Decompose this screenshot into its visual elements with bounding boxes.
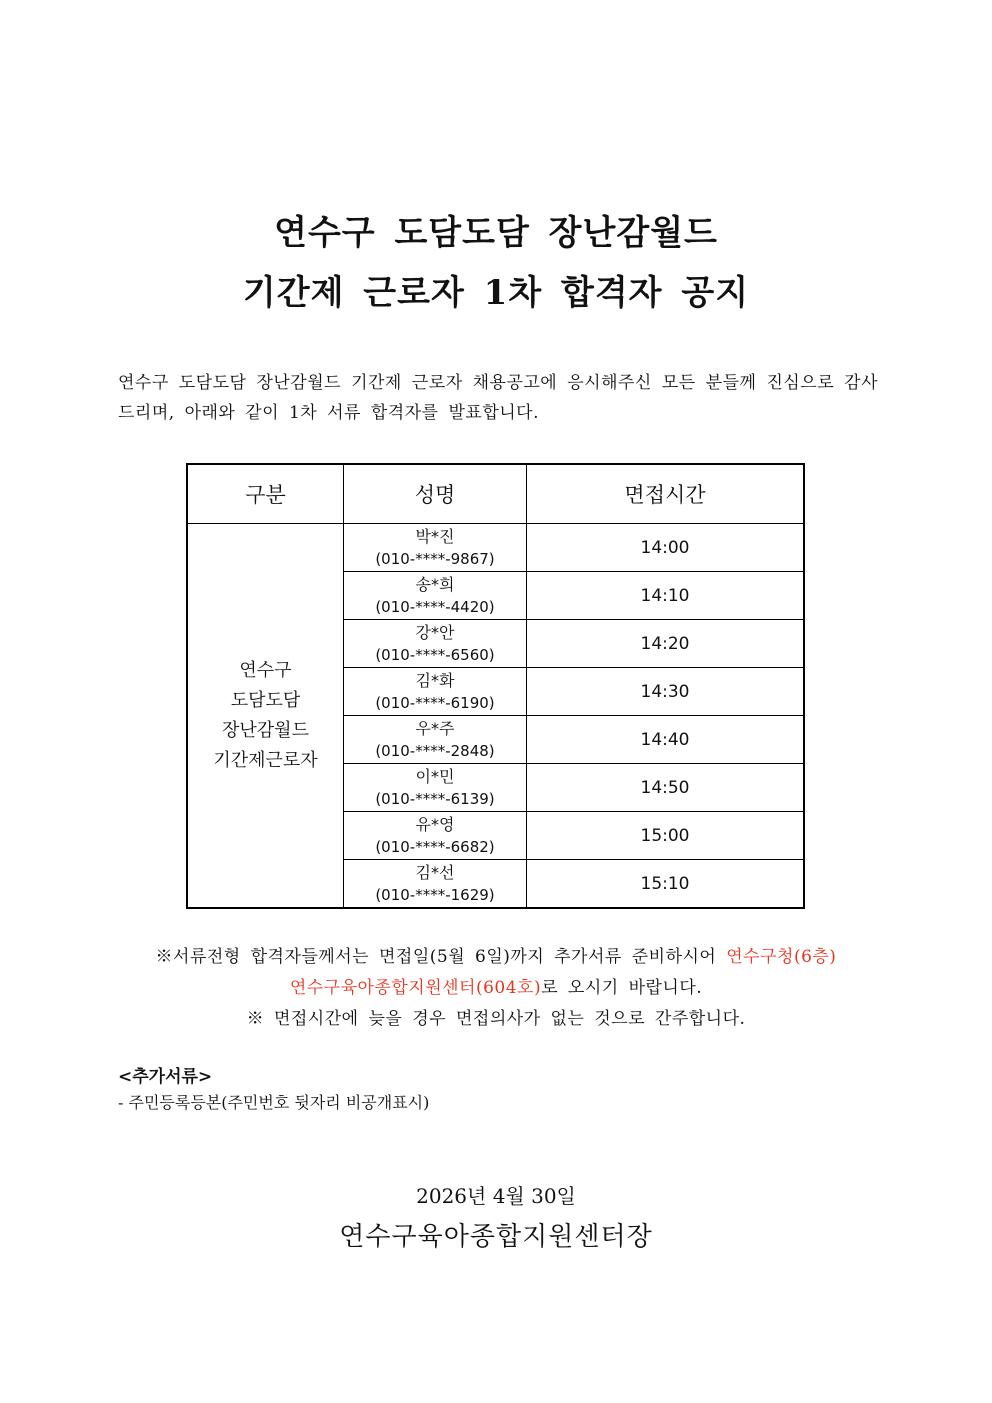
interview-time: 14:50 <box>527 764 805 812</box>
category-line: 연수구 <box>239 659 292 681</box>
applicant-name-cell <box>344 716 527 764</box>
applicant-name-cell <box>344 668 527 716</box>
additional-docs-heading: <추가서류> <box>118 1067 213 1087</box>
notice-line-1-text: ※서류전형 합격자들께서는 면접일(5월 6일)까지 추가서류 준비하시어 <box>155 947 727 967</box>
notice-location-room: 연수구육아종합지원센터(604호) <box>289 978 542 998</box>
interview-time: 15:10 <box>527 860 805 909</box>
applicant-name: 강*안 <box>415 622 455 642</box>
intro-paragraph: 연수구 도담도담 장난감월드 기간제 근로자 채용공고에 응시해주신 모든 분들께 진심으로 감사드리며, 아래와 같이 1차 서류 합격자를 발표합니다. <box>118 373 878 423</box>
category-cell <box>187 524 344 909</box>
announcement-date: 2026년 4월 30일 <box>416 1184 576 1208</box>
table-row <box>187 524 804 572</box>
applicant-phone: (010-****-4420) <box>375 597 495 616</box>
applicant-name-cell <box>344 764 527 812</box>
applicant-name-cell <box>344 572 527 620</box>
title-line-1: 연수구 도담도담 장난감월드 <box>274 213 718 253</box>
applicant-name-cell <box>344 524 527 572</box>
notice-line-3: ※ 면접시간에 늦을 경우 면접의사가 없는 것으로 간주합니다. <box>246 1009 746 1029</box>
applicant-phone: (010-****-6560) <box>375 645 495 664</box>
header-category: 구분 <box>187 464 344 524</box>
header-name: 성명 <box>344 464 527 524</box>
applicant-name: 박*진 <box>415 526 455 546</box>
interview-time: 15:00 <box>527 812 805 860</box>
header-interview-time: 면접시간 <box>527 464 805 524</box>
notice-line-2 <box>0 972 992 1004</box>
interview-time: 14:30 <box>527 668 805 716</box>
applicant-name: 이*민 <box>415 766 455 786</box>
applicant-phone: (010-****-6190) <box>375 693 495 712</box>
category-line: 기간제근로자 <box>213 749 318 771</box>
notice-line-1 <box>0 941 992 973</box>
interview-time: 14:40 <box>527 716 805 764</box>
interview-time: 14:20 <box>527 620 805 668</box>
interview-time: 14:00 <box>527 524 805 572</box>
applicant-phone: (010-****-9867) <box>375 549 495 568</box>
notice-location-floor: 연수구청(6층) <box>726 947 837 967</box>
applicant-name: 우*주 <box>415 718 455 738</box>
signature: 연수구육아종합지원센터장 <box>339 1222 653 1252</box>
applicant-phone: (010-****-6139) <box>375 789 495 808</box>
applicant-name: 김*화 <box>415 670 455 690</box>
table-header-row <box>187 464 804 524</box>
title-line-2: 기간제 근로자 1차 합격자 공지 <box>242 273 750 313</box>
notice-line-2-text: 로 오시기 바랍니다. <box>541 978 703 998</box>
category-line: 도담도담 <box>230 689 301 711</box>
applicant-name-cell <box>344 860 527 909</box>
applicant-table <box>186 463 805 909</box>
applicant-name-cell <box>344 620 527 668</box>
applicant-name: 송*희 <box>415 574 455 594</box>
applicant-phone: (010-****-6682) <box>375 837 495 856</box>
applicant-phone: (010-****-1629) <box>375 885 495 904</box>
interview-time: 14:10 <box>527 572 805 620</box>
category-line: 장난감월드 <box>222 719 309 741</box>
applicant-name: 김*선 <box>415 862 455 882</box>
applicant-name-cell <box>344 812 527 860</box>
additional-docs-item: - 주민등록등본(주민번호 뒷자리 비공개표시) <box>118 1093 430 1112</box>
applicant-name: 유*영 <box>415 814 455 834</box>
applicant-phone: (010-****-2848) <box>375 741 495 760</box>
